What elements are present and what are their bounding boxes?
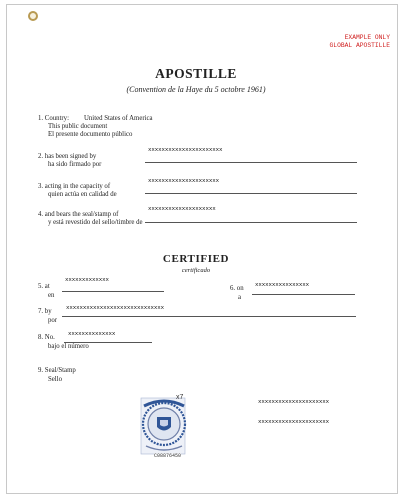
example-stamp-line1: EXAMPLE ONLY (344, 34, 390, 41)
number-label-en: 8. No. (38, 334, 55, 341)
convention-subtitle: (Convention de la Haye du 5 octobre 1961) (126, 85, 266, 94)
at-line (62, 291, 164, 292)
capacity-label-es: quien actúa en calidad de (48, 191, 117, 198)
signed-by-value: xxxxxxxxxxxxxxxxxxxxxx (148, 146, 223, 153)
signed-by-label-en: 2. has been signed by (38, 153, 97, 160)
country-label: 1. Country: (38, 115, 69, 122)
at-value: xxxxxxxxxxxxx (65, 276, 109, 283)
capacity-label-en: 3. acting in the capacity of (38, 183, 111, 190)
on-line (252, 294, 355, 295)
seal-of-label-es: y está revestido del sello/timbre de (48, 219, 143, 226)
page-title: APOSTILLE (155, 66, 237, 81)
seal-serial-number: C08876450 (154, 453, 182, 459)
seal-stamp-label-es: Sello (48, 376, 62, 383)
seal-mark: x7 (176, 394, 184, 401)
seal-stamp-label-en: 9. Seal/Stamp (38, 367, 76, 374)
certified-subheading: certificado (181, 267, 211, 274)
on-value: xxxxxxxxxxxxxxxx (255, 281, 310, 288)
number-label-es: bajo el número (48, 343, 89, 350)
example-stamp (330, 34, 390, 50)
on-label-es: a (238, 294, 242, 301)
public-document-es: El presente documento público (48, 131, 133, 138)
public-document-en: This public document (48, 123, 108, 130)
by-label-es: por (48, 317, 58, 324)
capacity-line (145, 193, 357, 194)
by-line (62, 316, 356, 317)
on-label-en: 6. on (230, 285, 244, 292)
seal-of-line (145, 222, 357, 223)
seal-of-label-en: 4. and bears the seal/stamp of (38, 211, 119, 218)
certified-heading: CERTIFIED (162, 253, 230, 265)
signature-line1: xxxxxxxxxxxxxxxxxxxxx (258, 398, 329, 405)
signed-by-line (145, 162, 357, 163)
grommet-hole (28, 11, 38, 21)
capacity-value: xxxxxxxxxxxxxxxxxxxxx (148, 177, 219, 184)
official-seal-icon (140, 394, 192, 456)
at-label-es: en (48, 292, 55, 299)
number-line (64, 342, 152, 343)
country-value: United States of America (84, 115, 153, 122)
signed-by-label-es: ha sido firmado por (48, 161, 102, 168)
example-stamp-line2: GLOBAL APOSTILLE (329, 42, 390, 49)
number-value: xxxxxxxxxxxxxx (68, 330, 116, 337)
seal-of-value: xxxxxxxxxxxxxxxxxxxx (148, 205, 216, 212)
by-value: xxxxxxxxxxxxxxxxxxxxxxxxxxxxx (66, 304, 164, 311)
signature-line2: xxxxxxxxxxxxxxxxxxxxx (258, 418, 329, 425)
at-label-en: 5. at (38, 283, 50, 290)
by-label-en: 7. by (38, 308, 52, 315)
